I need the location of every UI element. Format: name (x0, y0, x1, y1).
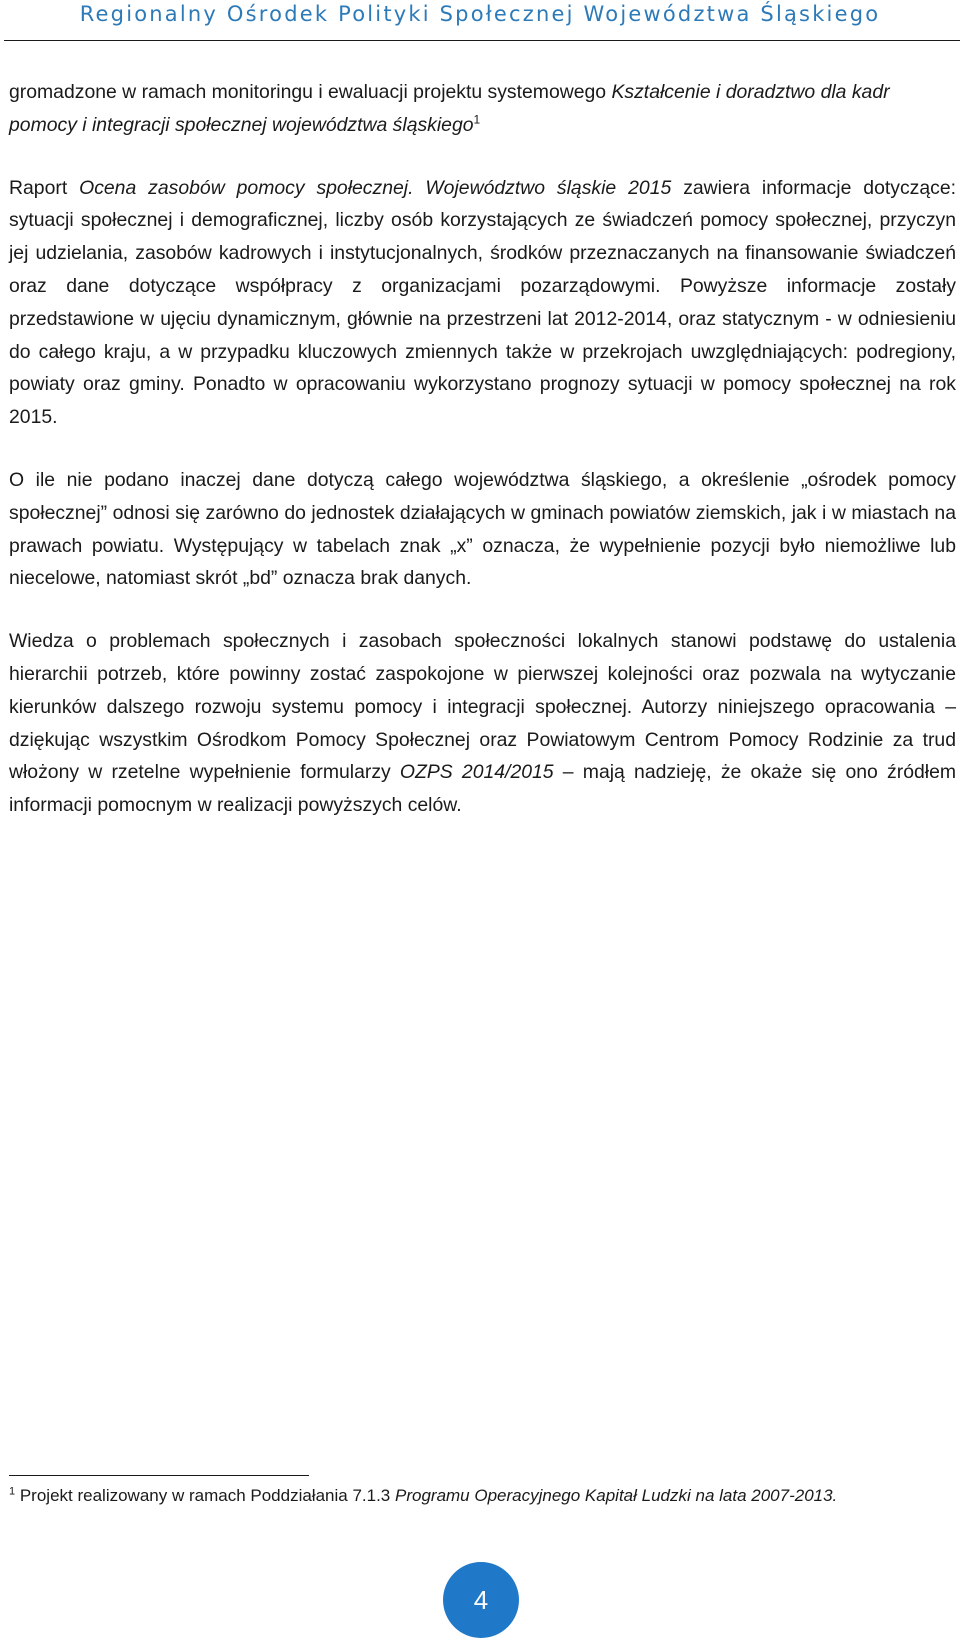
page-header (0, 0, 960, 42)
footnote-reference[interactable]: 1 (473, 112, 481, 127)
footnote-italic: Programu Operacyjnego Kapitał Ludzki na lata 2007-2013. (395, 1486, 838, 1505)
paragraph-report (9, 172, 956, 434)
paragraph-gap (9, 142, 956, 172)
paragraph-acknowledgements-tail: – mają nadzieję, że okaże się ono źródłem informacji pomocnym w realizacji powyższych celów. (9, 761, 957, 817)
paragraph-intro (9, 76, 956, 142)
report-title-italic: Ocena zasobów pomocy społecznej. Województwo śląskie 2015 (79, 176, 672, 199)
footnote-divider (9, 1475, 309, 1476)
document-body (9, 76, 956, 822)
paragraph-definitions (9, 464, 956, 595)
paragraph-report-lead: Raport (9, 176, 80, 199)
paragraph-gap (9, 434, 956, 464)
footnote-mark: 1 (9, 1485, 16, 1498)
page-number: 4 (473, 1584, 489, 1615)
paragraph-acknowledgements-text: Wiedza o problemach społecznych i zasobach społeczności lokalnych stanowi podstawę do ustalenia hierarchii potrzeb, które powinny zostać zaspokojone w pierwszej kolejności oraz pozwala na wytyczanie kierunków dalszego rozwoju systemu pomocy i integracji społecznej. Autorzy niniejszego opracowania – dziękując wszystkim Ośrodkom Pomocy Społecznej oraz Powiatowym Centrom Pomocy Rodzinie za trud włożony w rzetelne wypełnienie formularzy (9, 630, 956, 784)
page-number-badge (443, 1562, 519, 1638)
form-name-italic: OZPS 2014/2015 (399, 761, 554, 784)
project-title-italic: Kształcenie i doradztwo dla kadr pomocy i integracji społecznej województwa śląskiego (9, 81, 890, 136)
paragraph-intro-text: gromadzone w ramach monitoringu i ewaluacji projektu systemowego (9, 81, 612, 103)
footnote-text: Projekt realizowany w ramach Poddziałania 7.1.3 (15, 1486, 395, 1505)
header-divider (4, 40, 960, 41)
footnote (9, 1486, 837, 1506)
header-title: Regionalny Ośrodek Polityki Społecznej Województwa Śląskiego (79, 2, 881, 26)
paragraph-definitions-text: O ile nie podano inaczej dane dotyczą całego województwa śląskiego, a określenie „ośrodek pomocy społecznej” odnosi się zarówno do jednostek działających w gminach powiatów ziemskich, jak i w miastach na prawach powiatu. Występujący w tabelach znak „x” oznacza, że wypełnienie pozycji było niemożliwe lub niecelowe, natomiast skrót „bd” oznacza brak danych. (9, 468, 956, 590)
paragraph-report-text: zawiera informacje dotyczące: sytuacji społecznej i demograficznej, liczby osób korzystających ze świadczeń pomocy społecznej, przyczyn jej udzielania, zasobów kadrowych i instytucjonalnych, środków przeznaczanych na finansowanie świadczeń oraz dane dotyczące współpracy z organizacjami pozarządowymi. Powyższe informacje zostały przedstawione w ujęciu dynamicznym, głównie na przestrzeni lat 2012-2014, oraz statycznym - w odniesieniu do całego kraju, a w przypadku kluczowych zmiennych także w przekrojach uwzględniających: podregiony, powiaty oraz gminy. Ponadto w opracowaniu wykorzystano prognozy sytuacji w pomocy społecznej na rok 2015. (9, 176, 956, 429)
paragraph-gap (9, 595, 956, 625)
paragraph-acknowledgements (9, 625, 956, 822)
